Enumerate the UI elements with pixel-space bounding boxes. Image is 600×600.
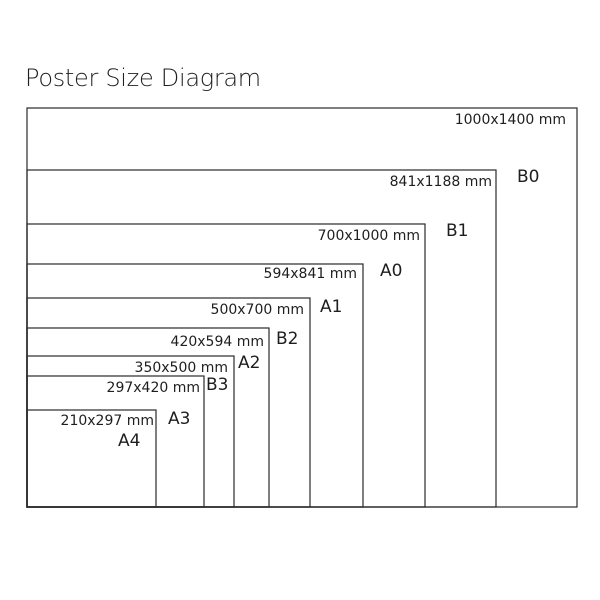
size-group-a4 [27, 410, 156, 507]
size-name-b2: B2 [276, 329, 299, 349]
size-name-b0: B0 [517, 167, 540, 187]
size-name-a4: A4 [118, 431, 141, 451]
size-name-a0: B1 [446, 221, 469, 241]
size-rect-b2 [27, 298, 310, 507]
size-dimension-a3: 297x420 mm [106, 380, 200, 396]
size-dimension-a1: 594x841 mm [263, 266, 357, 282]
size-dimension-a0: 841x1188 mm [389, 174, 492, 190]
size-group-b2 [27, 298, 310, 507]
size-dimension-b2: 500x700 mm [210, 302, 304, 318]
size-name-a1: A1 [320, 297, 343, 317]
diagram-title: Poster Size Diagram [25, 64, 261, 92]
size-name-a3: A3 [168, 409, 191, 429]
size-name-b1: A0 [380, 261, 403, 281]
size-dimension-b0: 1000x1400 mm [454, 112, 566, 128]
size-name-b3: B3 [206, 375, 229, 395]
size-dimension-a4: 210x297 mm [60, 413, 154, 429]
size-name-a2: A2 [238, 353, 261, 373]
size-group-a3 [27, 376, 204, 507]
size-dimension-b1: 700x1000 mm [317, 228, 420, 244]
size-dimension-a2: 420x594 mm [170, 334, 264, 350]
size-dimension-b3: 350x500 mm [134, 360, 228, 376]
